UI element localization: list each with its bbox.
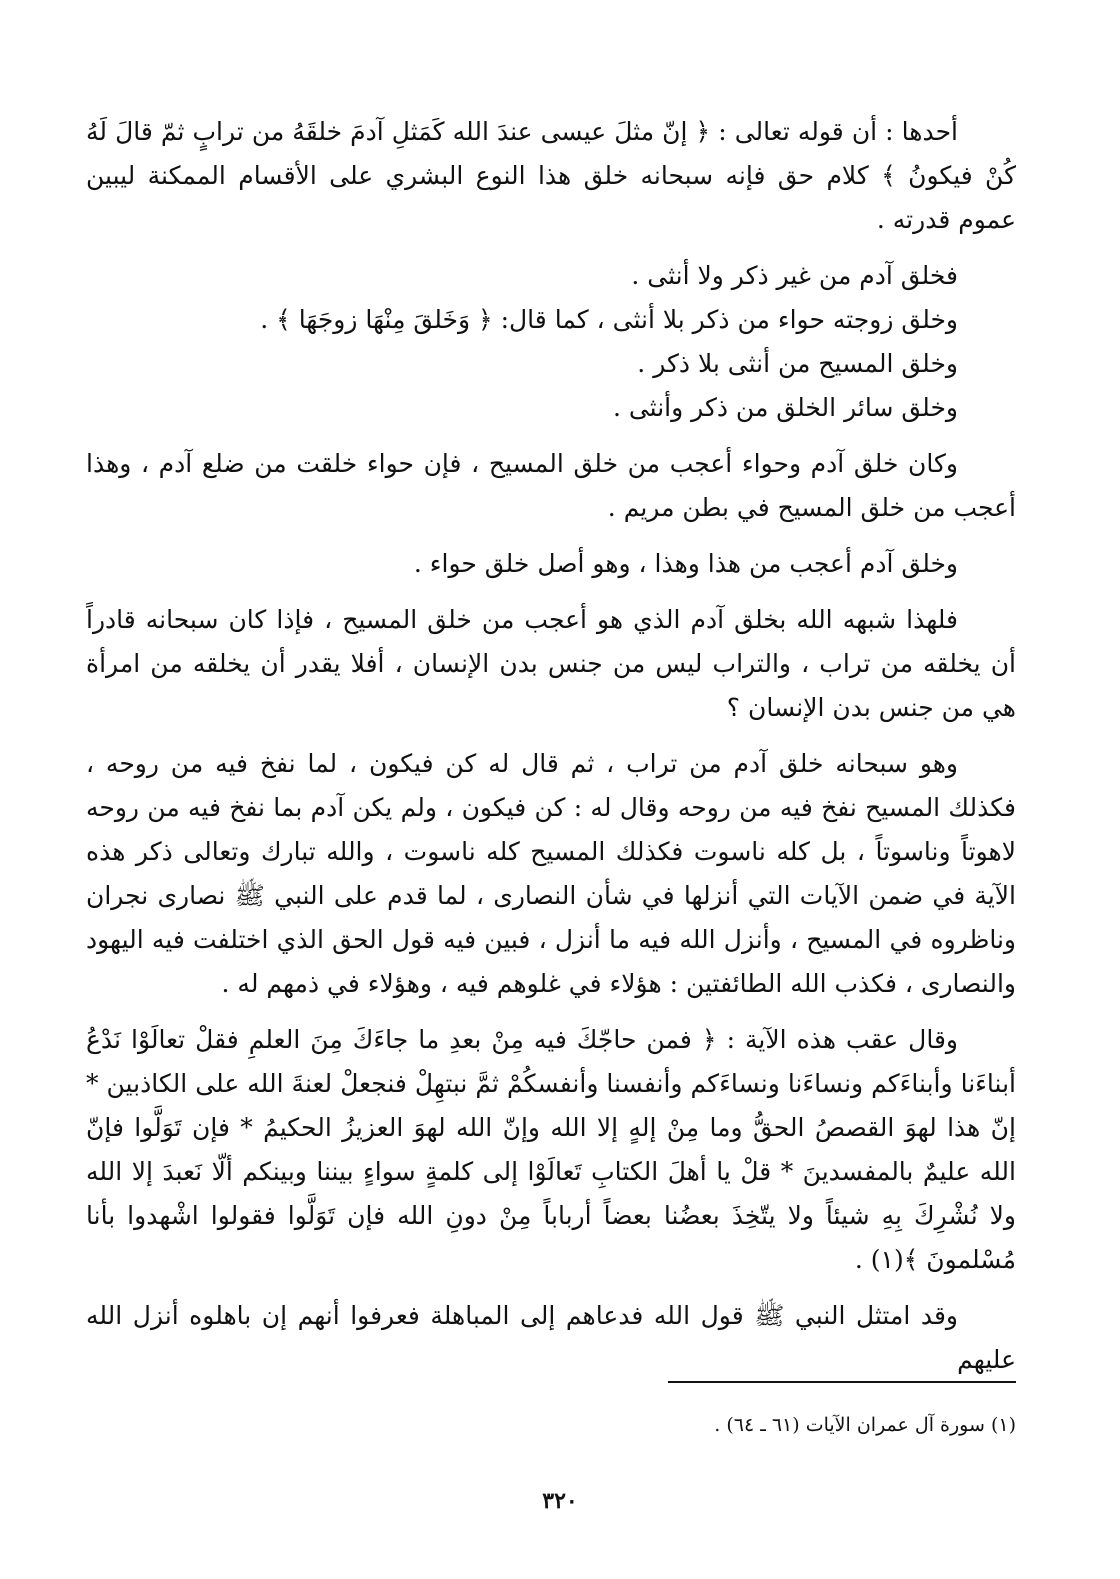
creation-list: [86, 254, 1016, 430]
paragraph-3: وخلق آدم أعجب من هذا وهذا ، وهو أصل خلق حواء .: [413, 549, 958, 578]
paragraph-2: وكان خلق آدم وحواء أعجب من خلق المسيح ، فإن حواء خلقت من ضلع آدم ، وهذا أعجب من خلق المسيح في بطن مريم .: [86, 449, 1016, 522]
paragraph-4: فلهذا شبهه الله بخلق آدم الذي هو أعجب من خلق المسيح ، فإذا كان سبحانه قادراً أن يخلقه من تراب ، والتراب ليس من جنس بدن الإنسان ، أفلا يقدر أن يخلقه من امرأة هي من جنس بدن الإنسان ؟: [86, 605, 1016, 722]
paragraph-1: أحدها : أن قوله تعالى : ﴿ إنّ مثلَ عيسى عندَ الله كَمَثلِ آدمَ خلقَهُ من ترابٍ ثمّ قالَ لَهُ كُنْ فيكونُ ﴾ كلام حق فإنه سبحانه خلق هذا النوع البشري على الأقسام الممكنة ليبين عموم قدرته .: [86, 117, 1016, 234]
creation-line-adam: فخلق آدم من غير ذكر ولا أنثى .: [631, 261, 958, 290]
paragraph-6: وقال عقب هذه الآية : ﴿ فمن حاجّكَ فيه مِنْ بعدِ ما جاءَكَ مِنَ العلمِ فقلْ تعالَوْا نَدْعُ أبناءَنا وأبناءَكم ونساءَنا ونساءَكم وأنفسنا وأنفسكُمْ ثمَّ نبتهِلْ فنجعلْ لعنةَ الله على الكاذبين * إنّ هذا لهوَ القصصُ الحقُّ وما مِنْ إلهٍ إلا الله وإنّ الله لهوَ العزيزُ الحكيمُ * فإن تَوَلَّوا فإنّ الله عليمٌ بالمفسدينَ * قلْ يا أهلَ الكتابِ تَعالَوْا إلى كلمةٍ سواءٍ بيننا وبينكم ألّا نَعبدَ إلا الله ولا نُشْرِكَ بِهِ شيئاً ولا يتّخِذَ بعضُنا بعضاً أرباباً مِنْ دونِ الله فإن تَوَلَّوا فقولوا اشْهدوا بأنا مُسْلمونَ ﴾(١) .: [86, 1025, 1016, 1274]
page-body: [86, 110, 1016, 1394]
footnote: (١) سورة آل عمران الآيات (٦١ ـ ٦٤) .: [714, 1414, 1016, 1436]
page-number: ٣٢٠: [542, 1488, 578, 1514]
footnote-divider: [668, 1381, 1016, 1383]
paragraph-5: وهو سبحانه خلق آدم من تراب ، ثم قال له كن فيكون ، لما نفخ فيه من روحه ، فكذلك المسيح نفخ فيه من روحه وقال له : كن فيكون ، ولم يكن آدم بما نفخ فيه من روحه لاهوتاً وناسوتاً ، بل كله ناسوت فكذلك المسيح كله ناسوت ، والله تبارك وتعالى ذكر هذه الآية في ضمن الآيات التي أنزلها في شأن النصارى ، لما قدم على النبي ﷺ نصارى نجران وناظروه في المسيح ، وأنزل الله فيه ما أنزل ، فبين فيه قول الحق الذي اختلفت فيه اليهود والنصارى ، فكذب الله الطائفتين : هؤلاء في غلوهم فيه ، وهؤلاء في ذمهم له .: [86, 749, 1016, 998]
paragraph-7: وقد امتثل النبي ﷺ قول الله فدعاهم إلى المباهلة فعرفوا أنهم إن باهلوه أنزل الله عليهم: [86, 1301, 1016, 1374]
creation-line-hawwa: وخلق زوجته حواء من ذكر بلا أنثى ، كما قال: ﴿ وَخَلقَ مِنْهَا زوجَهَا ﴾ .: [260, 305, 958, 334]
creation-line-others: وخلق سائر الخلق من ذكر وأنثى .: [612, 393, 958, 422]
creation-line-masih: وخلق المسيح من أنثى بلا ذكر .: [637, 349, 958, 378]
